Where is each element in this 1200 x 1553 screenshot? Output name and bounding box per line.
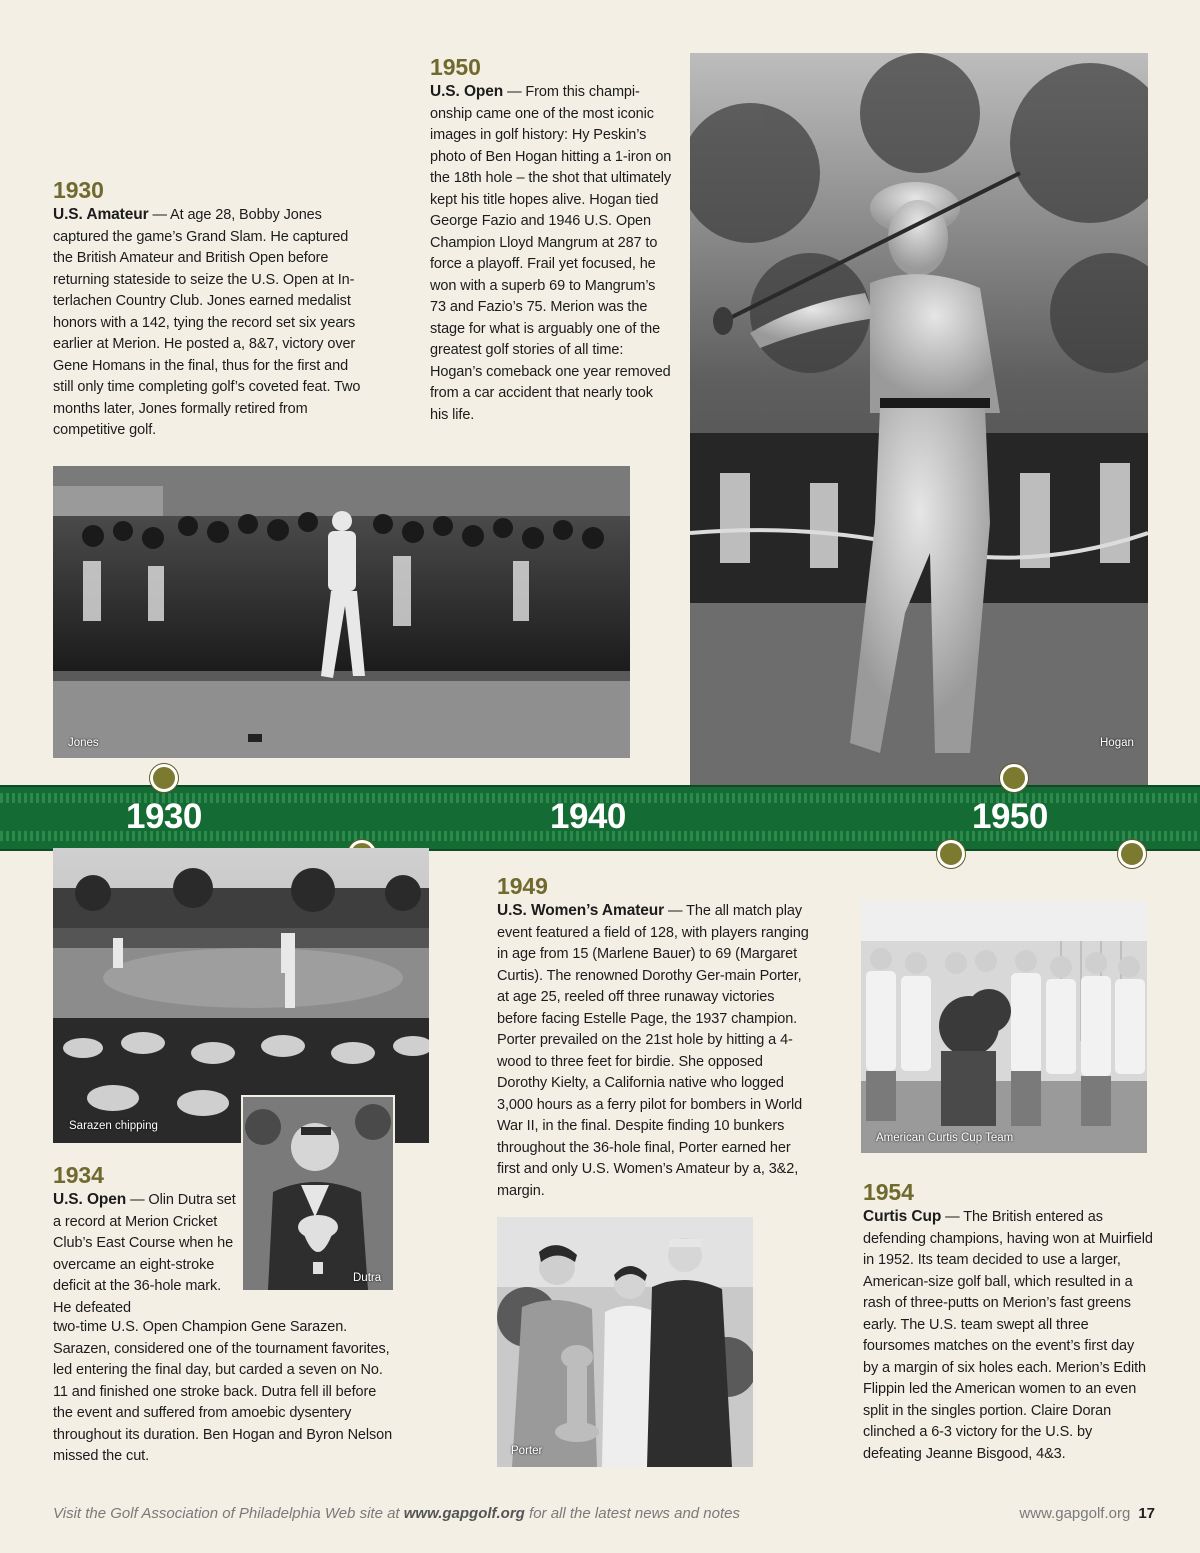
footer-page-info — [1019, 1505, 1155, 1522]
caption-hogan: Hogan — [1100, 737, 1134, 749]
footer-site-link[interactable]: www.gapgolf.org — [403, 1505, 525, 1522]
entry-1950-us-open — [430, 55, 675, 426]
caption-sarazen: Sarazen chipping — [69, 1120, 158, 1132]
timeline-marker-1949 — [937, 840, 965, 868]
entry-body: — Olin Dutra set a record at Merion Cricket Club’s East Course when he overcame an eight-stroke deficit at the 36-hole mark. He defeated — [53, 1192, 236, 1316]
entry-title: U.S. Open — [53, 1191, 127, 1208]
entry-1949-us-womens-amateur — [497, 874, 809, 1202]
footer-text-b: for all the latest news and notes — [524, 1505, 740, 1522]
timeline-marker-1930 — [150, 764, 178, 792]
entry-body-cont: two-time U.S. Open Champion Gene Sarazen. Sarazen, considered one of the tournament favorites, led entering the final day, but carded a seven on No. 11 and finished one stroke back. Dutra fell ill before the event and suffered from amoebic dysentery throughout its duration. Ben Hogan and Byron Nelson missed the cut. — [53, 1319, 393, 1464]
photo-dutra — [241, 1095, 395, 1292]
entry-year: 1950 — [430, 54, 481, 80]
entry-year: 1949 — [497, 873, 548, 899]
timeline-year-1950: 1950 — [972, 797, 1048, 836]
footer-site-right[interactable]: www.gapgolf.org — [1019, 1505, 1131, 1522]
caption-porter: Porter — [511, 1445, 543, 1457]
photo-jones — [53, 466, 630, 758]
photo-porter — [497, 1217, 753, 1467]
entry-1954-curtis-cup — [863, 1180, 1153, 1465]
caption-dutra: Dutra — [353, 1272, 382, 1284]
timeline-year-1930: 1930 — [126, 797, 202, 836]
photo-curtis-cup-team — [861, 901, 1147, 1153]
entry-year: 1934 — [53, 1162, 104, 1188]
caption-jones: Jones — [68, 737, 99, 749]
caption-curtis-cup-team: American Curtis Cup Team — [876, 1132, 1014, 1144]
entry-1934-us-open-bottom — [53, 1317, 398, 1468]
photo-hogan — [690, 53, 1148, 785]
entry-year: 1930 — [53, 177, 104, 203]
entry-title: Curtis Cup — [863, 1208, 942, 1225]
page-number: 17 — [1138, 1505, 1155, 1522]
timeline-marker-1950 — [1000, 764, 1028, 792]
entry-title: U.S. Women’s Amateur — [497, 902, 665, 919]
entry-body: — At age 28, Bobby Jones captured the game’s Grand Slam. He captured the British Amateur and British Open before returning stateside to seize the U.S. Open at In-terlachen Country Club. Jones earned medalist honors with a 142, tying the record set six years earlier at Merion. He posted a, 8&7, victory over Gene Homans in the final, thus for the first and still only time completing golf’s coveted feat. Two months later, Jones formally retired from competitive golf. — [53, 207, 361, 438]
entry-body: — The British entered as defending champions, having won at Muirfield in 1952. Its team decided to use a larger, American-size golf ball, which resulted in a rash of three-putts on Merion’s fast greens early. The U.S. team swept all three foursomes matches on the event’s first day by a margin of six holes each. Merion’s Edith Flippin led the American women to an even split in the singles portion. Claire Doran clinched a 6-3 victory for the U.S. by defeating Jeanne Bisgood, 4&3. — [863, 1209, 1153, 1462]
footer-promo — [53, 1505, 740, 1522]
timeline-year-1940: 1940 — [550, 797, 626, 836]
entry-1934-us-open-top — [53, 1163, 241, 1319]
timeline-marker-1954 — [1118, 840, 1146, 868]
entry-body: — From this champi-onship came one of the most iconic images in golf history: Hy Peskin’s photo of Ben Hogan hitting a 1-iron on the 18th hole – the shot that ultimately kept his title hopes alive. Hogan tied George Fazio and 1946 U.S. Open Champion Lloyd Mangrum at 287 to force a playoff. Frail yet focused, he won with a superb 69 to Mangrum’s 73 and Fazio’s 75. Merion was the stage for what is arguably one of the greatest golf stories of all time: Hogan’s comeback one year removed from a car accident that nearly took his life. — [430, 84, 672, 423]
entry-title: U.S. Amateur — [53, 206, 149, 223]
entry-1930-us-amateur — [53, 178, 363, 442]
entry-year: 1954 — [863, 1179, 914, 1205]
footer-text-a: Visit the Golf Association of Philadelphia Web site at — [53, 1505, 404, 1522]
entry-title: U.S. Open — [430, 83, 504, 100]
entry-body: — The all match play event featured a field of 128, with players ranging in age from 15 (Marlene Bauer) to 69 (Margaret Curtis). The renowned Dorothy Ger-main Porter, at age 25, reeled off three runaway victories before facing Estelle Page, the 1937 champion. Porter prevailed on the 21st hole by hitting a 4-wood to three feet for birdie. She opposed Dorothy Kielty, a California native who logged 3,000 hours as a ferry pilot for bombers in World War II, in the final. Despite finding 10 bunkers throughout the 36-hole final, Porter earned her first and only U.S. Women’s Amateur by a, 3&2, margin. — [497, 903, 809, 1199]
